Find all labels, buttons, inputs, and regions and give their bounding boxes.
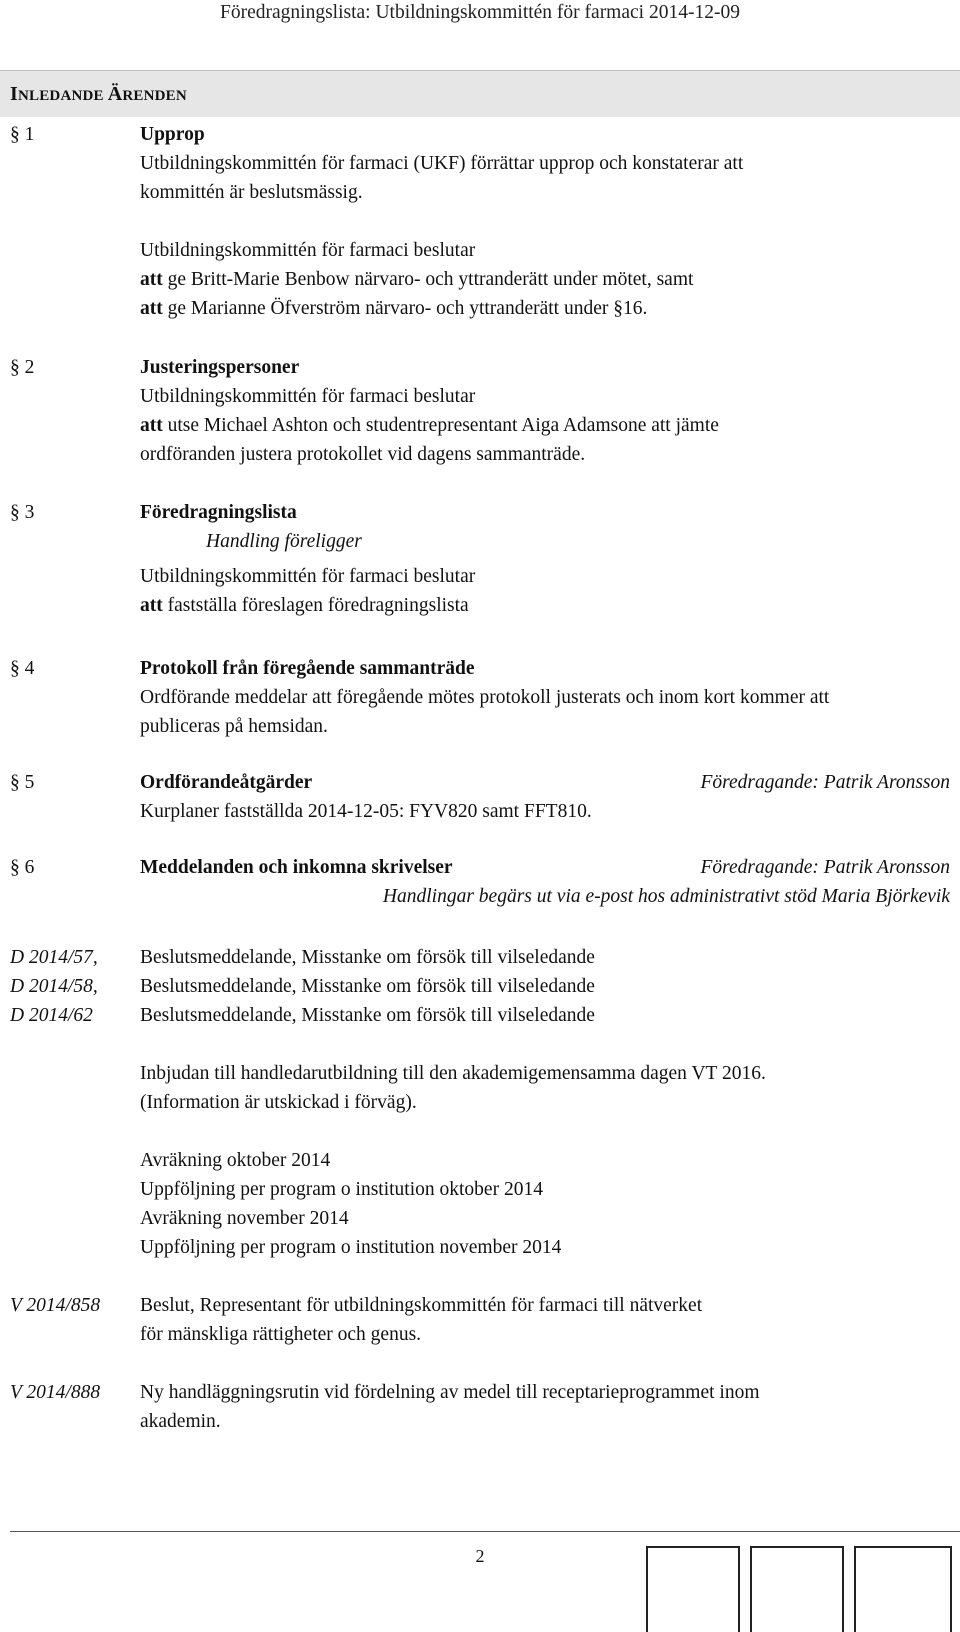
item-number: § 5 xyxy=(10,772,35,793)
item-title: Justeringspersoner xyxy=(140,357,300,378)
document-reference: D 2014/57, xyxy=(10,947,98,968)
report-line: Avräkning november 2014 xyxy=(140,1208,349,1229)
signature-box xyxy=(854,1546,952,1632)
signature-box xyxy=(750,1546,844,1632)
signature-box xyxy=(646,1546,740,1632)
agenda-item-6 xyxy=(0,853,960,911)
document-reference: V 2014/858 xyxy=(10,1295,101,1316)
page-number: 2 xyxy=(475,1546,485,1566)
document-title-line: Beslut, Representant för utbildningskommittén för farmaci till nätverket xyxy=(140,1295,703,1316)
document-row xyxy=(0,1001,960,1030)
decision-document-row xyxy=(0,1378,960,1436)
item-number: § 3 xyxy=(10,502,35,523)
agenda-item-5 xyxy=(0,768,960,826)
item-title: Ordförandeåtgärder xyxy=(140,772,313,793)
item-note: Handlingar begärs ut via e-post hos administrativt stöd Maria Björkevik xyxy=(382,886,950,907)
document-reference: D 2014/62 xyxy=(10,1005,93,1026)
document-title: Beslutsmeddelande, Misstanke om försök till vilseledande xyxy=(140,947,595,968)
item-text-line: publiceras på hemsidan. xyxy=(140,716,328,737)
item-number: § 1 xyxy=(10,124,35,145)
item-text-line: Utbildningskommittén för farmaci (UKF) förrättar upprop och konstaterar att xyxy=(140,153,744,174)
item-text-line: ordföranden justera protokollet vid dagens sammanträde. xyxy=(140,444,586,465)
agenda-item-4 xyxy=(0,654,960,741)
decision-intro: Utbildningskommittén för farmaci beslutar xyxy=(140,386,476,407)
decision-document-row xyxy=(0,1291,960,1349)
section-title: INLEDANDE ÄRENDEN xyxy=(10,83,187,105)
document-row xyxy=(0,972,960,1001)
item-title: Upprop xyxy=(140,124,205,145)
item-note: Handling föreligger xyxy=(206,531,362,552)
item-title: Meddelanden och inkomna skrivelser xyxy=(140,857,453,878)
decision-line: att ge Marianne Öfverström närvaro- och yttranderätt under §16. xyxy=(140,298,648,319)
item-number: § 6 xyxy=(10,857,35,878)
document-title: Beslutsmeddelande, Misstanke om försök till vilseledande xyxy=(140,1005,595,1026)
decision-line: att utse Michael Ashton och studentrepresentant Aiga Adamsone att jämte xyxy=(140,415,719,436)
item-number: § 2 xyxy=(10,357,35,378)
report-line: Uppföljning per program o institution november 2014 xyxy=(140,1237,562,1258)
item-title: Protokoll från föregående sammanträde xyxy=(140,658,475,679)
document-reference: V 2014/888 xyxy=(10,1382,101,1403)
decision-intro: Utbildningskommittén för farmaci beslutar xyxy=(140,240,476,261)
item-number: § 4 xyxy=(10,658,35,679)
item-title: Föredragningslista xyxy=(140,502,297,523)
invitation-line: (Information är utskickad i förväg). xyxy=(140,1092,417,1113)
document-title-line: akademin. xyxy=(140,1411,221,1432)
decision-line: att ge Britt-Marie Benbow närvaro- och yttranderätt under mötet, samt xyxy=(140,269,694,290)
item-presenter: Föredragande: Patrik Aronsson xyxy=(700,772,950,793)
item-presenter: Föredragande: Patrik Aronsson xyxy=(700,857,950,878)
invitation-line: Inbjudan till handledarutbildning till den akademigemensamma dagen VT 2016. xyxy=(140,1063,766,1084)
agenda-item-2 xyxy=(0,353,960,469)
agenda-item-3 xyxy=(0,498,960,620)
report-line: Avräkning oktober 2014 xyxy=(140,1150,331,1171)
invitation-block xyxy=(0,1059,960,1117)
reports-block xyxy=(0,1146,960,1262)
item-text-line: Kurplaner fastställda 2014-12-05: FYV820 samt FFT810. xyxy=(140,801,592,822)
running-header: Föredragningslista: Utbildningskommittén för farmaci 2014-12-09 xyxy=(220,2,740,23)
document-title-line: för mänskliga rättigheter och genus. xyxy=(140,1324,422,1345)
section-heading-band xyxy=(0,70,960,117)
decision-intro: Utbildningskommittén för farmaci beslutar xyxy=(140,566,476,587)
item-text-line: kommittén är beslutsmässig. xyxy=(140,182,363,203)
document-title-line: Ny handläggningsrutin vid fördelning av medel till receptarieprogrammet inom xyxy=(140,1382,760,1403)
document-title: Beslutsmeddelande, Misstanke om försök till vilseledande xyxy=(140,976,595,997)
item-text-line: Ordförande meddelar att föregående mötes protokoll justerats och inom kort kommer att xyxy=(140,687,830,708)
report-line: Uppföljning per program o institution oktober 2014 xyxy=(140,1179,543,1200)
document-row xyxy=(0,943,960,972)
agenda-item-1 xyxy=(0,120,960,323)
document-reference: D 2014/58, xyxy=(10,976,98,997)
decision-line: att fastställa föreslagen föredragningslista xyxy=(140,595,469,616)
footer-rule xyxy=(10,1531,960,1532)
